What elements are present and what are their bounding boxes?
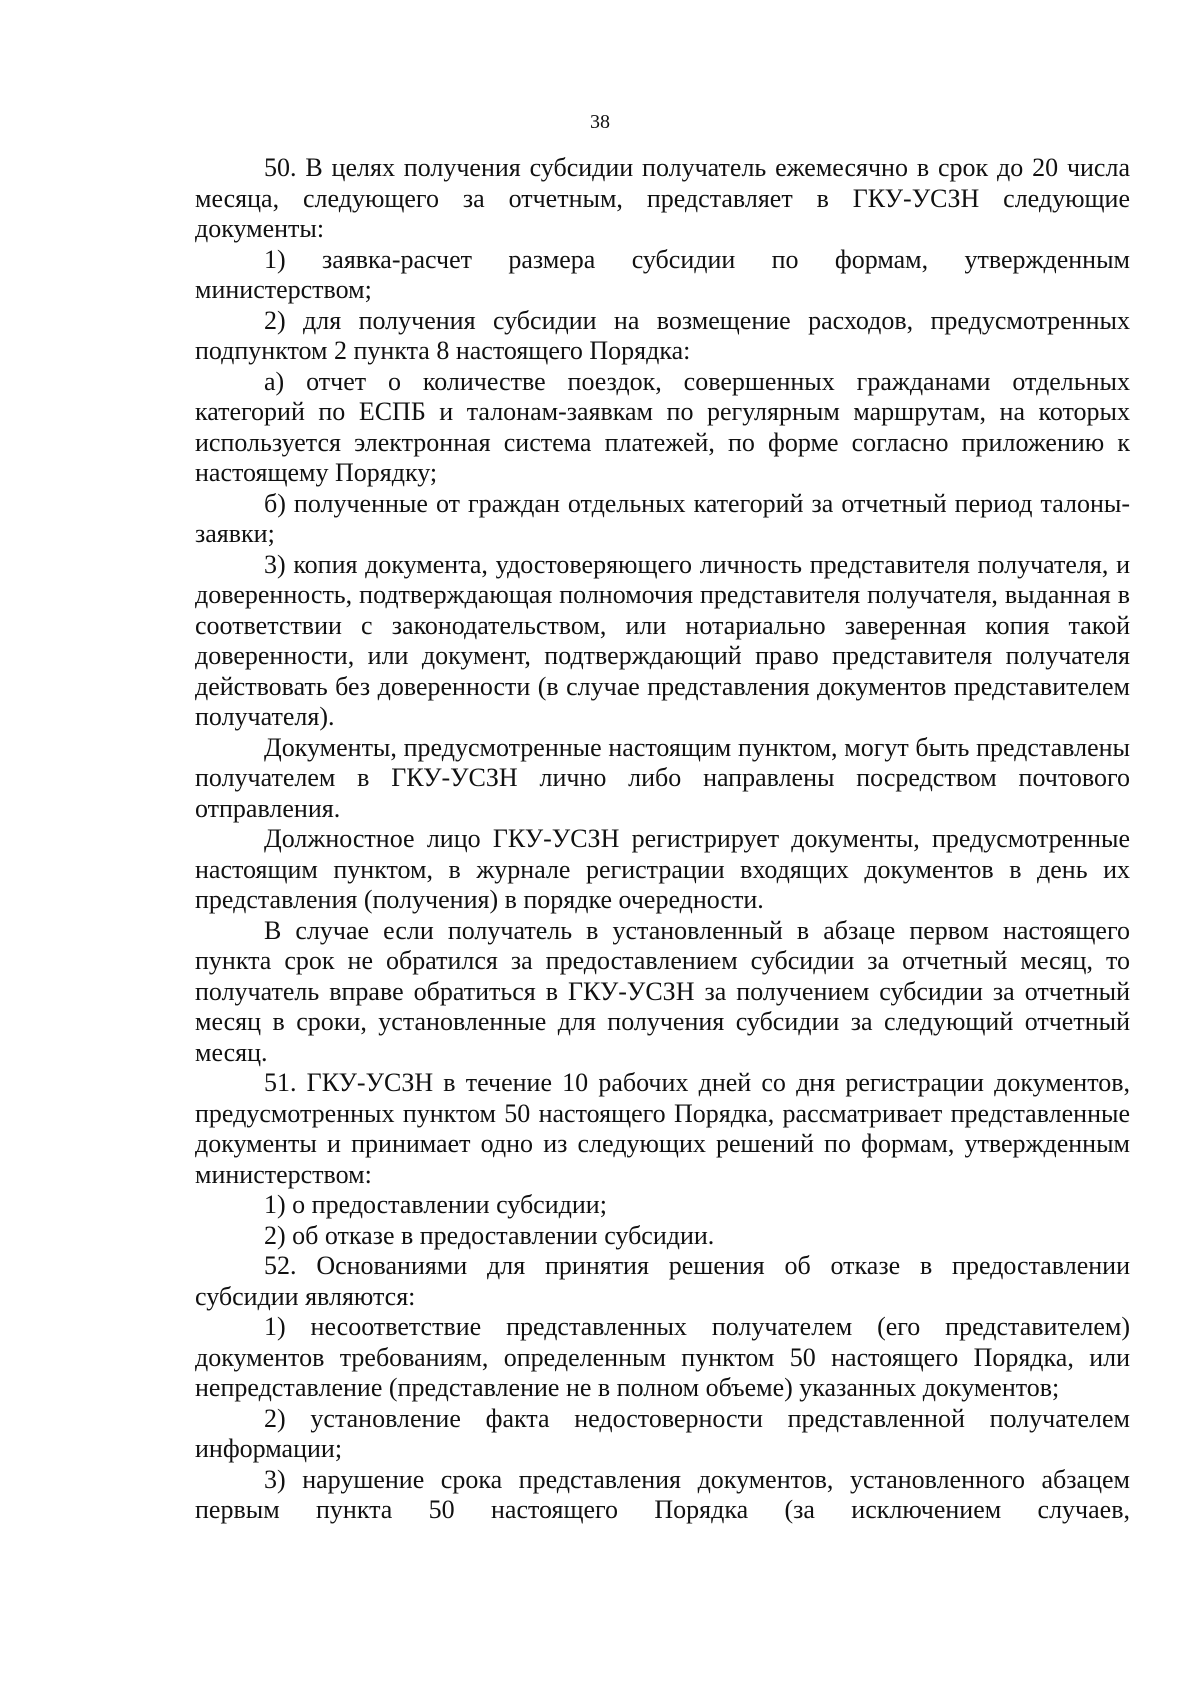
paragraph-50-item-3: 3) копия документа, удостоверяющего личность представителя получателя, и доверенность, подтверждающая полномочия представителя получателя, выданная в соответствии с законодательством, или нотариально заверенная копия такой доверенности, или документ, подтверждающий право представителя получателя действовать без доверенности (в случае представления документов представителем получателя).	[195, 549, 1130, 731]
paragraph-50-item-2: 2) для получения субсидии на возмещение расходов, предусмотренных подпунктом 2 пункта 8 настоящего Порядка:	[195, 305, 1130, 365]
document-body	[195, 153, 1130, 1526]
paragraph-50-item-1: 1) заявка-расчет размера субсидии по формам, утвержденным министерством;	[195, 244, 1130, 304]
paragraph-51-item-1: 1) о предоставлении субсидии;	[264, 1190, 607, 1219]
paragraph-50-submission: Документы, предусмотренные настоящим пунктом, могут быть представлены получателем в ГКУ-УСЗН лично либо направлены посредством почтового отправления.	[195, 732, 1130, 823]
paragraph-50-item-2a: а) отчет о количестве поездок, совершенных гражданами отдельных категорий по ЕСПБ и талонам-заявкам по регулярным маршрутам, на которых используется электронная система платежей, по форме согласно приложению к настоящему Порядку;	[195, 366, 1130, 487]
paragraph-50-late-application: В случае если получатель в установленный в абзаце первом настоящего пункта срок не обратился за предоставлением субсидии за отчетный месяц, то получатель вправе обратиться в ГКУ-УСЗН за получением субсидии за отчетный месяц в сроки, установленные для получения субсидии за следующий отчетный месяц.	[195, 915, 1130, 1067]
paragraph-52-item-3: 3) нарушение срока представления документов, установленного абзацем первым пункта 50 настоящего Порядка (за исключением случаев,	[195, 1464, 1130, 1524]
page-number: 38	[590, 111, 610, 133]
paragraph-52-item-2: 2) установление факта недостоверности представленной получателем информации;	[195, 1403, 1130, 1463]
paragraph-50-item-2b: б) полученные от граждан отдельных категорий за отчетный период талоны-заявки;	[195, 488, 1130, 548]
paragraph-51-intro: 51. ГКУ-УСЗН в течение 10 рабочих дней со дня регистрации документов, предусмотренных пунктом 50 настоящего Порядка, рассматривает представленные документы и принимает одно из следующих решений по формам, утвержденным министерством:	[195, 1068, 1130, 1189]
paragraph-50-registration: Должностное лицо ГКУ-УСЗН регистрирует документы, предусмотренные настоящим пунктом, в журнале регистрации входящих документов в день их представления (получения) в порядке очередности.	[195, 824, 1130, 914]
paragraph-52-intro: 52. Основаниями для принятия решения об отказе в предоставлении субсидии являются:	[195, 1251, 1130, 1311]
paragraph-50-intro: 50. В целях получения субсидии получатель ежемесячно в срок до 20 числа месяца, следующего за отчетным, представляет в ГКУ-УСЗН следующие документы:	[195, 153, 1130, 243]
paragraph-52-item-1: 1) несоответствие представленных получателем (его представителем) документов требованиям, определенным пунктом 50 настоящего Порядка, или непредставление (представление не в полном объеме) указанных документов;	[195, 1312, 1130, 1402]
paragraph-51-item-2: 2) об отказе в предоставлении субсидии.	[264, 1220, 715, 1250]
